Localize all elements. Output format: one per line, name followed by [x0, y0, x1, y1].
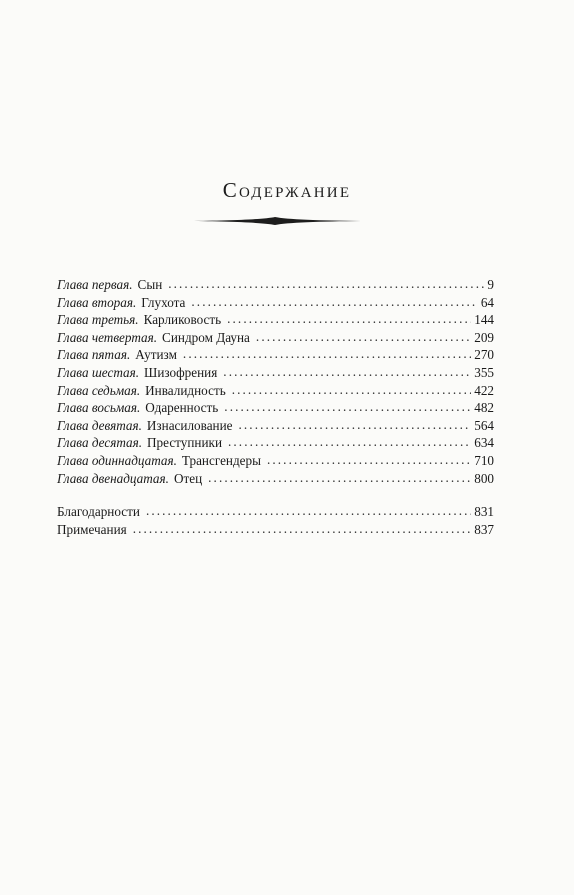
- chapter-title: Трансгендеры: [181, 452, 261, 468]
- dot-leader: [208, 469, 471, 487]
- dot-leader: [228, 433, 471, 451]
- back-matter-list: [57, 503, 494, 538]
- toc-entry-acknowledgments[interactable]: [57, 503, 494, 521]
- page-number: 422: [474, 382, 494, 398]
- chapter-title: Инвалидность: [145, 382, 226, 398]
- toc-entry[interactable]: [57, 346, 494, 364]
- page-number: 355: [474, 364, 494, 380]
- chapter-label: Глава пятая.: [57, 347, 131, 363]
- dot-leader: [267, 451, 471, 469]
- chapter-label: Глава десятая.: [57, 435, 143, 451]
- chapter-title: Сын: [137, 277, 163, 292]
- page-number: 209: [474, 329, 494, 345]
- toc-entry[interactable]: [57, 294, 494, 312]
- chapter-title: Преступники: [147, 435, 223, 451]
- chapter-list: [57, 276, 494, 487]
- ornamental-divider: [189, 214, 361, 228]
- dot-leader: [168, 275, 484, 293]
- page-number: 564: [474, 417, 494, 433]
- chapter-label: Глава четвертая.: [57, 329, 158, 345]
- toc-entry[interactable]: [57, 329, 494, 347]
- dot-leader: [232, 381, 472, 399]
- dot-leader: [256, 328, 471, 346]
- chapter-label: Глава первая.: [57, 277, 133, 292]
- chapter-label: Глава девятая.: [57, 417, 142, 433]
- chapter-label: Глава восьмая.: [57, 400, 141, 416]
- toc-entry[interactable]: [57, 276, 494, 294]
- toc-entry[interactable]: [57, 417, 494, 435]
- chapter-title: Синдром Дауна: [162, 329, 250, 345]
- toc-entry[interactable]: [57, 382, 494, 400]
- chapter-title: Аутизм: [135, 347, 177, 363]
- page-number: 837: [474, 521, 494, 537]
- page-number: 144: [474, 312, 494, 328]
- page-number: 64: [480, 294, 494, 310]
- chapter-title: Одаренность: [145, 400, 219, 416]
- chapter-label: Глава двенадцатая.: [57, 470, 169, 486]
- toc-entry[interactable]: [57, 470, 494, 488]
- toc-entry-notes[interactable]: [57, 521, 494, 539]
- page-number: 270: [474, 347, 494, 363]
- page-number: 710: [474, 452, 494, 468]
- chapter-label: Глава одиннадцатая.: [57, 452, 177, 468]
- back-matter-title: Благодарности: [57, 504, 140, 519]
- dot-leader: [183, 345, 471, 363]
- toc-entry[interactable]: [57, 399, 494, 417]
- dot-leader: [224, 398, 471, 416]
- page-title: Содержание: [222, 178, 352, 202]
- page-number: 482: [474, 400, 494, 416]
- toc-entry[interactable]: [57, 311, 494, 329]
- toc-entry[interactable]: [57, 452, 494, 470]
- toc-entry[interactable]: [57, 434, 494, 452]
- chapter-title: Карликовость: [143, 312, 222, 328]
- dot-leader: [133, 520, 472, 538]
- page-number: 831: [474, 504, 494, 519]
- chapter-title: Глухота: [141, 294, 186, 310]
- chapter-title: Шизофрения: [144, 364, 218, 380]
- back-matter-title: Примечания: [57, 521, 127, 537]
- chapter-label: Глава вторая.: [57, 294, 137, 310]
- dot-leader: [223, 363, 471, 381]
- chapter-label: Глава шестая.: [57, 364, 140, 380]
- dot-leader: [191, 293, 477, 311]
- toc-entry[interactable]: [57, 364, 494, 382]
- chapter-title: Отец: [173, 470, 203, 486]
- page-number: 9: [487, 277, 494, 292]
- dot-leader: [146, 502, 471, 520]
- chapter-label: Глава третья.: [57, 312, 139, 328]
- dot-leader: [239, 416, 472, 434]
- chapter-title: Изнасилование: [146, 417, 233, 433]
- page-number: 634: [474, 435, 494, 451]
- dot-leader: [227, 310, 471, 328]
- chapter-label: Глава седьмая.: [57, 382, 141, 398]
- page-number: 800: [474, 470, 494, 486]
